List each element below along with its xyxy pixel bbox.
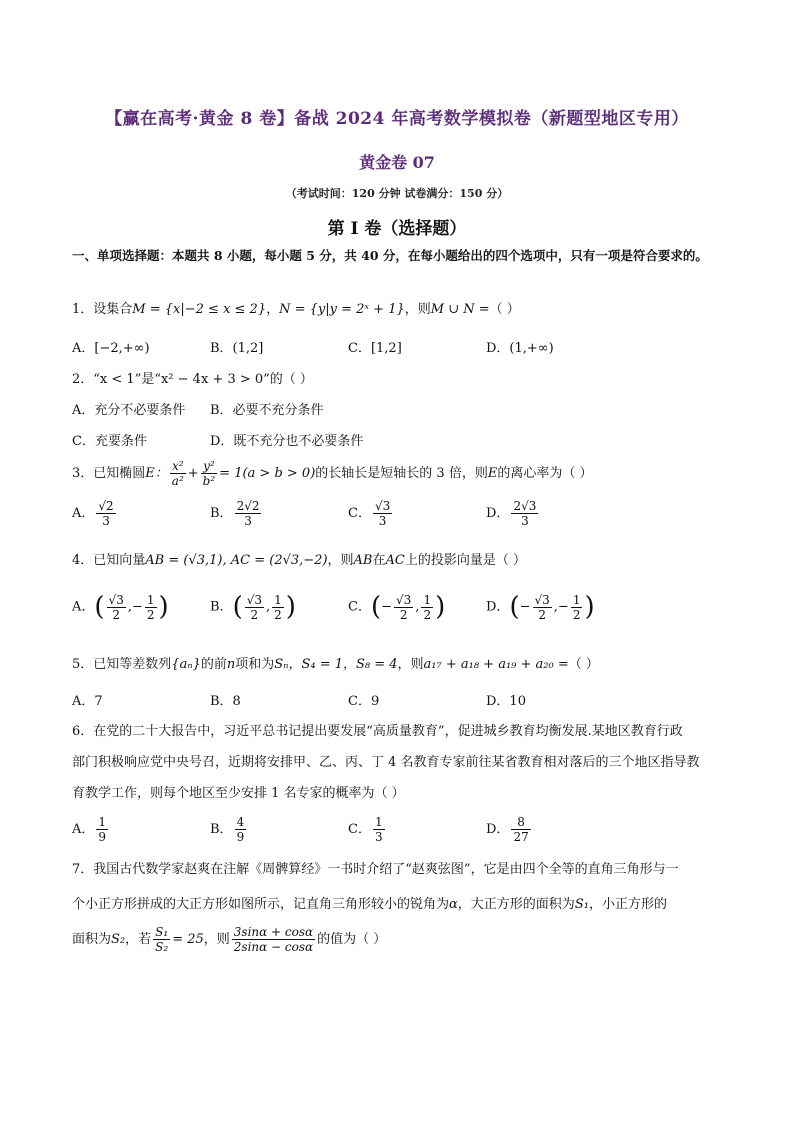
option-a: A．[−2,+∞) (72, 341, 150, 356)
frac-den: 2 (112, 607, 120, 622)
q-text: 面积为 (72, 932, 112, 947)
fraction (96, 499, 115, 528)
q-math: Sₙ，S₄ = 1，S₈ = 4 (274, 657, 398, 672)
q-text-line (72, 893, 667, 912)
frac-num: √3 (246, 592, 262, 607)
option-a: A．( $\frac{√3}{2}$ ,− $\frac{1}{2}$ ) (72, 592, 169, 622)
frac-num: 8 (511, 815, 530, 830)
q-math: = 25 (172, 932, 204, 947)
question-number: 4． (72, 553, 94, 568)
q-math: = 1(a > b > 0) (219, 466, 316, 481)
q-math: S₂ (111, 932, 126, 947)
fraction (394, 593, 413, 622)
q-math: S₁ (574, 897, 589, 912)
q-text: （ ） (568, 657, 599, 672)
q-text: 的值为（ ） (317, 932, 387, 947)
q-math: E (487, 466, 498, 481)
fraction (373, 815, 385, 844)
q-text-line: 我国古代数学家赵爽在注解《周髀算经》一书时介绍了“赵爽弦图”，它是由四个全等的直角三角形与一 (93, 862, 679, 877)
option-label: C． (348, 506, 371, 521)
option-label: C． (348, 599, 371, 615)
option-d (486, 815, 533, 844)
frac-num: 4 (236, 815, 245, 829)
option-label: C． (348, 822, 371, 837)
q-text: 设集合 (93, 302, 133, 317)
option-label: D． (486, 822, 510, 837)
question-2 (72, 368, 313, 387)
frac-num: √3 (534, 592, 550, 607)
fraction (145, 593, 157, 622)
frac-num: 1 (572, 592, 581, 607)
exam-time-note: （考试时间：120 分钟 试卷满分：150 分） (285, 187, 509, 200)
sign: − (131, 599, 143, 615)
fraction (107, 593, 126, 622)
comma: , (415, 599, 420, 615)
q-text: 在 (372, 553, 386, 568)
q-text: 的离心率为（ ） (497, 466, 593, 481)
section-heading: 一、单项选择题：本题共 8 小题，每小题 5 分，共 40 分，在每小题给出的四个选项中，只有一项是符合要求的。 (72, 248, 708, 263)
q-text: ，若 (125, 932, 152, 947)
q-text: 的长轴长是短轴长的 3 倍，则 (315, 466, 488, 481)
option-c: C．(− $\frac{√3}{2}$ , $\frac{1}{2}$ ) (348, 592, 446, 622)
option-c: C．[1,2] (348, 341, 402, 356)
q-text: ，则 (327, 553, 354, 568)
fraction (511, 815, 530, 844)
q-math: a₁₇ + a₁₈ + a₁₉ + a₂₀ = (423, 657, 569, 672)
question-5 (72, 653, 599, 672)
option-label: B． (210, 506, 233, 521)
question-number: 3． (72, 466, 94, 481)
fraction (373, 499, 392, 528)
option-label: A． (72, 599, 95, 615)
q-text: ，则 (404, 302, 431, 317)
fraction (201, 459, 218, 488)
frac-num: 1 (274, 592, 282, 607)
frac-num: 2√2 (236, 499, 260, 513)
q-text: ， (266, 302, 280, 317)
q-math: n (226, 657, 236, 672)
question-6 (72, 720, 683, 739)
frac-den: 3 (102, 514, 110, 528)
frac-num: √3 (374, 499, 391, 513)
q-math: M = {x|−2 ≤ x ≤ 2} (132, 302, 267, 317)
option-label: B． (210, 599, 233, 615)
frac-num: 1 (98, 815, 107, 829)
q-text-line: 在党的二十大报告中，习近平总书记提出要发展“高质量教育”，促进城乡教育均衡发展.某地区教育行政 (93, 724, 683, 739)
exam-title: 【赢在高考·黄金 8 卷】备战 2024 年高考数学模拟卷（新题型地区专用） (105, 109, 689, 129)
q-text: ，大正方形的面积为 (457, 897, 575, 912)
q-text: ，则 (397, 657, 424, 672)
q-text: 已知椭圆 (93, 466, 146, 481)
q-math: α (449, 897, 458, 912)
fraction (235, 499, 262, 528)
option-label: B． (210, 822, 233, 837)
question-1 (72, 298, 520, 317)
fraction (153, 925, 170, 954)
frac-den: 9 (236, 830, 245, 844)
q-text: （ ） (489, 302, 520, 317)
option-d: D．既不充分也不必要条件 (210, 434, 364, 449)
option-a: A．充分不必要条件 (72, 403, 186, 418)
option-d: D．(− $\frac{√3}{2}$ ,− $\frac{1}{2}$ ) (486, 592, 595, 622)
fraction (533, 593, 552, 622)
option-c: C．充要条件 (72, 434, 147, 449)
frac-num: 1 (146, 592, 155, 607)
frac-den: 2sinα − cosα (233, 940, 314, 954)
option-label: D． (486, 506, 510, 521)
q-math: E： (145, 466, 168, 481)
sign: − (557, 599, 569, 615)
frac-num: 2√3 (513, 499, 537, 513)
option-d: D．10 (486, 694, 526, 709)
q-text-line: 育教学工作，则每个地区至少安排 1 名专家的概率为（ ） (72, 786, 405, 801)
q-text: 已知向量 (93, 553, 146, 568)
frac-num: 1 (423, 592, 432, 607)
question-number: 7． (72, 862, 94, 877)
q-text-line: 部门积极响应党中央号召，近期将安排甲、乙、丙、丁 4 名教育专家前往某省教育相对落后的三个地区指导教 (72, 755, 700, 770)
comma: , (127, 599, 132, 615)
fraction (421, 593, 433, 622)
fraction (245, 593, 264, 622)
q-text-line (72, 925, 386, 954)
option-label: A． (72, 506, 95, 521)
exam-subtitle: 黄金卷 07 (359, 153, 435, 172)
question-3: 3．已知椭圆E： $\frac{\text{x²}}{\text{a²}}$ + $\frac{\text{y²}}{\text{b²}}$ = 1(a > b > 0)的长轴长是短轴长的 3 倍，则E的离心率为（ ） (72, 459, 593, 488)
sign: − (381, 599, 393, 615)
frac-den: 3 (521, 514, 529, 528)
q-text: 项和为 (235, 657, 275, 672)
option-d (486, 499, 540, 528)
option-label: A． (72, 822, 95, 837)
q-text: 上的投影向量是（ ） (404, 553, 526, 568)
frac-den: 9 (98, 830, 107, 844)
option-c (348, 815, 387, 844)
comma: , (266, 599, 271, 615)
frac-den: a² (171, 474, 184, 488)
frac-den: 3 (374, 830, 383, 844)
frac-num: 3sinα + cosα (233, 925, 314, 939)
option-b: B．必要不充分条件 (210, 403, 324, 418)
frac-num: √3 (108, 592, 124, 607)
option-c: C．9 (348, 694, 380, 709)
fraction (571, 593, 583, 622)
fraction (272, 593, 284, 622)
frac-den: b² (202, 474, 216, 488)
option-b: B．(1,2] (210, 341, 264, 356)
frac-den: 2 (423, 607, 432, 622)
question-number: 1． (72, 302, 94, 317)
fraction (232, 925, 315, 954)
q-text: “x < 1”是“x² − 4x + 3 > 0”的（ ） (93, 372, 313, 387)
q-math: AB = (√3,1), AC = (2√3,−2) (145, 553, 328, 568)
option-b (210, 499, 263, 528)
frac-den: 2 (572, 607, 581, 622)
option-b: B．8 (210, 694, 241, 709)
fraction (511, 499, 538, 528)
frac-den: 2 (250, 607, 259, 622)
q-math: {aₙ} (171, 657, 201, 672)
frac-num: x² (170, 459, 186, 474)
frac-num: √3 (396, 592, 412, 607)
frac-num: √2 (98, 499, 114, 513)
q-math: N = {y|y = 2ˣ + 1} (279, 302, 405, 317)
question-number: 6． (72, 724, 94, 739)
frac-den: 2 (538, 607, 546, 622)
fraction (235, 815, 247, 844)
option-a (72, 815, 110, 844)
question-number: 2． (72, 372, 94, 387)
q-text: 已知等差数列 (93, 657, 172, 672)
option-b: B．( $\frac{√3}{2}$ , $\frac{1}{2}$ ) (210, 592, 296, 622)
question-number: 5． (72, 657, 94, 672)
frac-den: S₂ (155, 940, 169, 954)
option-a: A．7 (72, 694, 103, 709)
frac-num: S₁ (155, 925, 169, 939)
q-text: 个小正方形拼成的大正方形如图所示，记直角三角形较小的锐角为 (72, 897, 450, 912)
q-math: M ∪ N = (430, 302, 490, 317)
sign: − (519, 599, 531, 615)
frac-den: 2 (146, 607, 155, 622)
part-heading: 第 I 卷（选择题） (327, 219, 467, 239)
fraction (96, 815, 108, 844)
q-text: ，小正方形的 (588, 897, 667, 912)
option-d: D．(1,+∞) (486, 341, 554, 356)
question-4 (72, 549, 526, 568)
frac-num: y² (201, 459, 218, 474)
q-text: 的前 (200, 657, 227, 672)
frac-den: 27 (513, 830, 529, 844)
frac-den: 3 (378, 514, 387, 528)
frac-den: 3 (244, 514, 252, 528)
comma: , (553, 599, 558, 615)
fraction (170, 459, 186, 488)
option-a (72, 499, 118, 528)
q-math: AC (385, 553, 405, 568)
option-b (210, 815, 248, 844)
frac-den: 2 (274, 607, 282, 622)
option-label: D． (486, 599, 510, 615)
q-text: ，则 (203, 932, 230, 947)
option-c (348, 499, 394, 528)
frac-num: 1 (374, 815, 383, 829)
q-math: AB (353, 553, 373, 568)
question-7 (72, 858, 679, 877)
frac-den: 2 (399, 607, 408, 622)
